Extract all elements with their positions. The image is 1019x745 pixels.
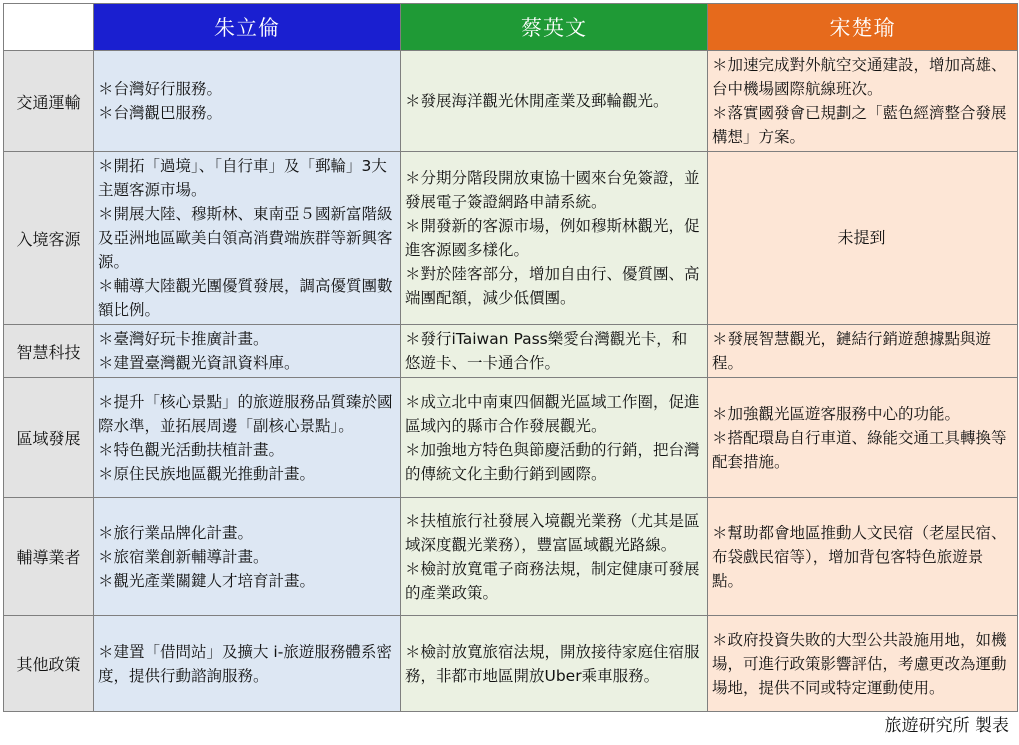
policy-item: ＊開拓「過境」、「自行車」及「郵輪」3大主題客源市場。 bbox=[98, 157, 387, 199]
candidate-header-soong: 宋楚瑜 bbox=[708, 4, 1018, 51]
policy-cell-zhu bbox=[94, 378, 401, 498]
policy-item: ＊檢討放寬電子商務法規，制定健康可發展的產業政策。 bbox=[405, 559, 700, 602]
policy-item: ＊提升「核心景點」的旅遊服務品質臻於國際水準，並拓展周邊「副核心景點」。 bbox=[98, 392, 393, 435]
policy-cell-tsai bbox=[401, 498, 708, 616]
policy-item: ＊輔導大陸觀光團優質發展，調高優質團數額比例。 bbox=[98, 277, 393, 319]
table-row bbox=[4, 325, 1018, 378]
policy-cell-tsai bbox=[401, 378, 708, 498]
policy-cell-tsai bbox=[401, 152, 708, 325]
policy-comparison-table bbox=[3, 3, 1018, 712]
policy-cell-soong bbox=[708, 51, 1018, 152]
row-category-label: 交通運輸 bbox=[4, 51, 94, 152]
policy-item: ＊加速完成對外航空交通建設，增加高雄、台中機場國際航線班次。 bbox=[712, 56, 1007, 98]
policy-item: ＊分期分階段開放東協十國來台免簽證，並發展電子簽證網路申請系統。 bbox=[405, 169, 700, 211]
policy-item: ＊特色觀光活動扶植計畫。 bbox=[98, 440, 285, 459]
row-category-label: 其他政策 bbox=[4, 616, 94, 712]
row-category-label: 輔導業者 bbox=[4, 498, 94, 616]
policy-item: ＊搭配環島自行車道、綠能交通工具轉換等配套措施。 bbox=[712, 428, 1007, 471]
policy-item: ＊開發新的客源市場，例如穆斯林觀光，促進客源國多樣化。 bbox=[405, 217, 700, 259]
policy-cell-zhu bbox=[94, 325, 401, 378]
header-row bbox=[4, 4, 1018, 51]
policy-item: ＊發行iTaiwan Pass樂愛台灣觀光卡，和悠遊卡、一卡通合作。 bbox=[405, 330, 688, 372]
policy-item: ＊加強觀光區遊客服務中心的功能。 bbox=[712, 404, 961, 423]
table-body bbox=[4, 51, 1018, 712]
policy-item: ＊檢討放寬旅宿法規，開放接待家庭住宿服務，非都市地區開放Uber乘車服務。 bbox=[405, 642, 700, 685]
table-row bbox=[4, 378, 1018, 498]
policy-item: ＊發展智慧觀光，鏈結行銷遊憩據點與遊程。 bbox=[712, 330, 992, 372]
policy-item: ＊落實國發會已規劃之「藍色經濟整合發展構想」方案。 bbox=[712, 104, 1007, 146]
policy-cell-tsai bbox=[401, 51, 708, 152]
policy-item: ＊發展海洋觀光休閒產業及郵輪觀光。 bbox=[405, 92, 669, 110]
policy-item: ＊台灣好行服務。 bbox=[98, 80, 223, 98]
table-row bbox=[4, 51, 1018, 152]
policy-item: ＊幫助都會地區推動人文民宿（老屋民宿、布袋戲民宿等），增加背包客特色旅遊景點。 bbox=[712, 523, 1007, 590]
policy-cell-soong bbox=[708, 325, 1018, 378]
candidate-header-tsai: 蔡英文 bbox=[401, 4, 708, 51]
policy-item: ＊對於陸客部分，增加自由行、優質團、高端團配額，減少低價團。 bbox=[405, 265, 700, 307]
policy-cell-soong bbox=[708, 378, 1018, 498]
policy-item: ＊台灣觀巴服務。 bbox=[98, 104, 223, 122]
policy-item: ＊臺灣好玩卡推廣計畫。 bbox=[98, 330, 269, 348]
policy-cell-soong bbox=[708, 498, 1018, 616]
table-row bbox=[4, 498, 1018, 616]
policy-item: ＊原住民族地區觀光推動計畫。 bbox=[98, 464, 316, 483]
row-category-label: 入境客源 bbox=[4, 152, 94, 325]
policy-item: ＊旅宿業創新輔導計畫。 bbox=[98, 547, 269, 566]
row-category-label: 區域發展 bbox=[4, 378, 94, 498]
policy-item: ＊旅行業品牌化計畫。 bbox=[98, 523, 254, 542]
candidate-header-zhu: 朱立倫 bbox=[94, 4, 401, 51]
policy-cell-zhu bbox=[94, 498, 401, 616]
policy-cell-zhu bbox=[94, 51, 401, 152]
policy-cell-soong bbox=[708, 152, 1018, 325]
row-category-label: 智慧科技 bbox=[4, 325, 94, 378]
policy-cell-tsai bbox=[401, 616, 708, 712]
policy-cell-zhu bbox=[94, 152, 401, 325]
policy-item: ＊政府投資失敗的大型公共設施用地，如機場，可進行政策影響評估，考慮更改為運動場地，提供不同或特定運動使用。 bbox=[712, 630, 1007, 697]
policy-item: ＊成立北中南東四個觀光區域工作圈，促進區域內的縣市合作發展觀光。 bbox=[405, 392, 700, 435]
policy-cell-tsai bbox=[401, 325, 708, 378]
corner-cell bbox=[4, 4, 94, 51]
policy-cell-zhu bbox=[94, 616, 401, 712]
table-row bbox=[4, 616, 1018, 712]
policy-item: ＊扶植旅行社發展入境觀光業務（尤其是區域深度觀光業務），豐富區域觀光路線。 bbox=[405, 511, 700, 554]
table-row bbox=[4, 152, 1018, 325]
policy-item: 未提到 bbox=[837, 228, 886, 247]
policy-item: ＊建置臺灣觀光資訊資料庫。 bbox=[98, 354, 300, 372]
policy-item: ＊觀光產業關鍵人才培育計畫。 bbox=[98, 571, 316, 590]
policy-item: ＊開展大陸、穆斯林、東南亞５國新富階級及亞洲地區歐美白領高消費端族群等新興客源。 bbox=[98, 205, 393, 271]
source-credit: 旅遊研究所 製表 bbox=[884, 716, 1009, 736]
policy-item: ＊建置「借問站」及擴大 i-旅遊服務體系密度，提供行動諮詢服務。 bbox=[98, 642, 392, 685]
policy-item: ＊加強地方特色與節慶活動的行銷，把台灣的傳統文化主動行銷到國際。 bbox=[405, 440, 700, 483]
policy-cell-soong bbox=[708, 616, 1018, 712]
